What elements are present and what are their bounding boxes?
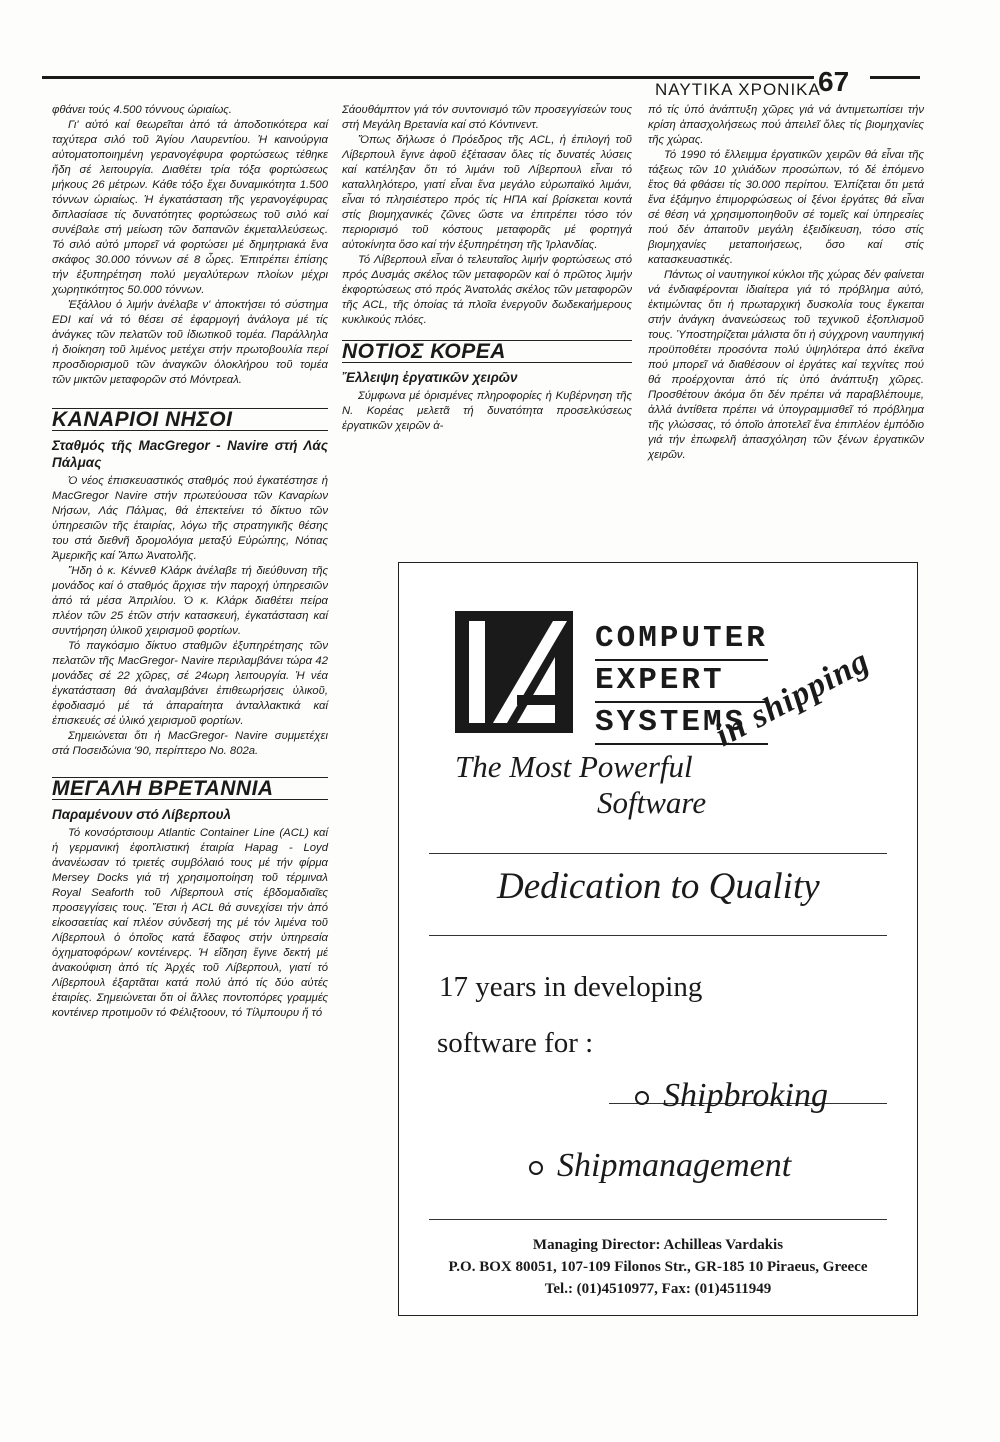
column-3 — [648, 103, 924, 463]
paragraph: Ὁ νέος ἐπισκευαστικός σταθμός πού ἐγκατέστησε ἡ MacGregor Navire στήν πρωτεύουσα τῶν Καναρίων Νήσων, Λάς Πάλμας, θά ἐπεκτείνει τό δίκτυο τῶν ὑπηρεσιῶν τῆς ἑταιρίας, λόγω τῆς στρατηγικῆς θέσης του στά διεθνῆ δρομολόγια μεταξύ Εὐρώπης, Νότιας Ἀμερικῆς καί Ἄπω Ἀνατολῆς. — [52, 475, 328, 562]
tagline-line-2: Software — [597, 785, 707, 820]
divider — [429, 1219, 887, 1220]
bullet-icon — [635, 1091, 649, 1105]
postal-address: P.O. BOX 80051, 107-109 Filonos Str., GR-185 10 Piraeus, Greece — [448, 1259, 868, 1275]
paragraph: Ἐξάλλου ὁ λιμήν ἀνέλαβε ν' ἀποκτήσει τό σύστημα EDI καί νά τό θέσει σέ ἐφαρμογή ἀνάλογα μέ τίς ἀνάγκες τῶν πελατῶν τοῦ ἰδιωτικοῦ τομέα. Παράλληλα ἡ διοίκηση τοῦ λιμένος μετέχει στήν πρωτοβουλία περί προσδιορισμοῦ τῶν ἀναγκῶν ὁλοκλήρου τοῦ τομέα τῶν μικτῶν μεταφορῶν στό Μόντρεαλ. — [52, 299, 328, 386]
paragraph: Πάντως οἱ ναυτηγικοί κύκλοι τῆς χώρας δέν φαίνεται νά ἐνδιαφέρονται ἰδιαίτερα γιά τό πρόβλημα αὐτό, ἐκτιμώντας ὅτι ἡ πρωταρχική δυσκολία τους ἔγκειται στήν ἀνάγκη ἀνανεώσεως τοῦ τεχνικοῦ ἐξοπλισμοῦ τους. Ὑποστηρίζεται μάλιστα ὅτι ἡ σύγχρονη ναυπηγική προϋποθέτει προσόντα πολύ ὑψηλότερα ἀπό ἐκεῖνα πού μπορεῖ νά διαθέσουν οἱ ἐργάτες καί τεχνίτες πού θά προέρχονται ἀπό τίς ὑπό ἀνάπτυξη χῶρες. Προσθέτουν ἀκόμα ὅτι δέν πρέπει νά παραβλέπουμε, ἀλλά ἀντίθετα πρέπει νά ὑπογραμμισθεῖ τό πρόβλημα τῆς γλώσσας, τό ὁποῖο ἀποτελεῖ ἕνα ἐπιπλέον ἐμπόδιο γιά τήν ἐπωφελῆ ἀπασχόληση τῶν ξένων ἐργατικῶν χειρῶν. — [648, 269, 924, 461]
experience-line-2: software for : — [437, 1027, 594, 1059]
article-subtitle: Ἔλλειψη ἐργατικῶν χειρῶν — [342, 370, 518, 385]
paragraph: Τό 1990 τό ἔλλειμμα ἐργατικῶν χειρῶν θά εἶναι τῆς τάξεως τῶν 10 χιλιάδων προσώπων, τό δέ ἑπόμενο ἔτος θά φθάσει τίς 30.000 περίπου. Ἐλπίζεται ὅτι μετά ἕνα ἐξάμηνο ἐπιμορφώσεως οἱ ξένοι ἐργάτες θά εἶναι σέ θέση νά χρησιμοποιηθοῦν σέ τομεῖς καί ὑπηρεσίες πού δέν ἀπαιτοῦν μεγάλη ἐξειδίκευση, τόσο στίς βιομηχανίες μεταποιήσεως, ὅσο καί στίς κατασκευαστικές. — [648, 149, 924, 266]
paragraph: Σάουθάμπτον γιά τόν συντονισμό τῶν προσεγγίσεών τους στή Μεγάλη Βρετανία καί στό Κόντινεντ. — [342, 104, 632, 131]
script-slogan: in shipping — [709, 642, 876, 755]
masthead: ΝΑΥΤΙΚΑ ΧΡΟΝΙΚΑ — [655, 80, 821, 99]
page-number: 67 — [818, 66, 850, 97]
advertisement-box — [398, 562, 918, 1316]
column-1 — [52, 103, 328, 1021]
paragraph: Τό κονσόρτσιουμ Atlantic Container Line (ACL) καί ἡ γερμανική ἐφοπλιστική ἑταιρία Hapag - Loyd ἀνανέωσαν τό τριετές συμβόλαιό τους μέ τήν φίρμα Mersey Docks γιά τή χρησιμοποίηση τοῦ τέρμιναλ Royal Seaforth τοῦ Λίβερπουλ στίς ἑβδομαδιαῖες προσεγγίσεις τους. Ἔτσι ἡ ACL θά συνεχίσει τήν ἀπό εἰκοσαετίας καί πλέον σύνδεσή της μέ τόν λιμένα τοῦ Λίβερπουλ ὁ ὁποῖος κατά ἔδαφος στήν ὑπηρεσία ὀχηματοφόρων/ κοντέινερς. Ἡ εἴδηση ἔγινε δεκτή μέ ἀνακούφιση ἀπό τίς Ἀρχές τοῦ Λίβερπουλ, γιατί τό Λίβερπουλ ἐξαρτᾶται κατά πολύ ἀπό τίς δύο αὐτές ἑταιρίες. Σημειώνεται ὅτι οἱ ἄλλες ποντοπόρες γραμμές κοντέινερ προτιμοῦν τό Φέλιξτοουν, τό Τίλμπουρυ ἤ τό — [52, 827, 328, 1019]
paragraph: Σύμφωνα μέ ὁρισμένες πληροφορίες ἡ Κυβέρνηση τῆς Ν. Κορέας μελετᾶ τή δυνατότητα προσελκύσεως ἐργατικῶν χειρῶν ἀ- — [342, 390, 632, 432]
header-rule-right — [870, 76, 920, 79]
paragraph: πό τίς ὑπό ἀνάπτυξη χῶρες γιά νά ἀντιμετωπίσει τήν κρίση ἀπασχολήσεως πού ἀπειλεῖ ὅλες τίς βιομηχανίες τῆς χώρας. — [648, 104, 924, 146]
paragraph: Ὅπως δήλωσε ὁ Πρόεδρος τῆς ACL, ἡ ἐπιλογή τοῦ Λίβερπουλ ἔγινε ἀφοῦ ἐξέτασαν ὅλες τίς δυνατές λύσεις καί κατέληξαν ὅτι τό λιμάνι τοῦ Λίβερπουλ εἶναι τό καταλληλότερο, γιατί εἶναι ἕνα μεγάλο εὐρωπαϊκό λιμάνι, εἶναι τό πλησιέστερο πρός τίς ΗΠΑ καί βρίσκεται κοντά στίς βιομηχανικές ζῶνες ὥστε να ἐπιτρέπει τόσο τόν περιορισμό τοῦ κόστους μεταφορᾶς μέ φορτηγά αὐτοκίνητα ὅσο καί τήν ἐξυπηρέτηση τῆς Ἰρλανδίας. — [342, 134, 632, 251]
tagline-line-1: The Most Powerful — [455, 749, 693, 784]
section-title-south-korea: ΝΟΤΙΟΣ ΚΟΡΕΑ — [342, 340, 632, 363]
company-logo-icon — [455, 611, 573, 733]
article-subtitle: Σταθμός τῆς MacGregor - Navire στή Λάς Πάλμας — [52, 438, 328, 470]
section-title-great-britain: ΜΕΓΑΛΗ ΒΡΕΤΑΝΝΙΑ — [52, 777, 328, 800]
paragraph: Σημειώνεται ὅτι ἡ MacGregor- Navire συμμετέχει στά Ποσειδώνια '90, περίπτερο No. 802a. — [52, 730, 328, 757]
managing-director: Managing Director: Achilleas Vardakis — [532, 1237, 784, 1253]
dedication-heading: Dedication to Quality — [497, 866, 820, 907]
article-subtitle: Παραμένουν στό Λίβερπουλ — [52, 807, 232, 822]
logo-line: EXPERT — [595, 661, 768, 703]
service-label: Shipbroking — [663, 1077, 828, 1114]
experience-line-1: 17 years in developing — [439, 971, 703, 1003]
paragraph: Γι' αὐτό καί θεωρεῖται ἀπό τά ἀποδοτικότερα καί ταχύτερα σιλό τοῦ Ἁγίου Λαυρεντίου. Ἡ καινούργια αὐτοματοποιημένη γερανογέφυρα φορτώσεως τέθηκε ἤδη σέ λειτουργία. Διαθέτει τρία τόξα φορτώσεως μήκους 26 μέτρων. Κάθε τόξο ἔχει δυναμικότητα 1.500 τόννων ὡριαίως. Ἡ ἐγκατάσταση τῆς γερανογέφυρας διπλασίασε τίς δυνατότητες φορτώσεως τοῦ σιλό καί συνέβαλε στή μείωση τῶν δαπανῶν ἐκμεταλλεύσεως. Τό σιλό αὐτό μπορεῖ νά φορτώσει μέ δημητριακά ἕνα σκάφος 30.000 τόννων σέ 8 ὧρες. Ἐπιτρέπει ἐπίσης τήν ἐξυπηρέτηση πολύ μεγαλύτερων πλοίων μέχρι χωρητικότητος 50.000 τόννων. — [52, 119, 328, 296]
logo-line: SYSTEMS — [595, 703, 768, 745]
phone-fax: Tel.: (01)4510977, Fax: (01)4511949 — [544, 1281, 772, 1297]
bullet-icon — [529, 1161, 543, 1175]
logo-line: COMPUTER — [595, 619, 768, 661]
section-title-canary-islands: ΚΑΝΑΡΙΟΙ ΝΗΣΟΙ — [52, 408, 328, 431]
paragraph: φθάνει τούς 4.500 τόννους ὡριαίως. — [52, 104, 232, 116]
paragraph: Τό παγκόσμιο δίκτυο σταθμῶν ἐξυπηρέτησης τῶν πελατῶν τῆς MacGregor- Navire περιλαμβάνει τώρα 42 μονάδες σέ 22 χῶρες, σέ 24ωρη λειτουργία. Ἡ νέα ἐγκατάσταση θά ἀναλαμβάνει ἐπιθεωρήσεις ὑλικοῦ, ἐφοδιασμό μέ τά ἀπαραίτητα ἀνταλλακτικά καί ἐπισκευές σέ ὑλικό χειρισμοῦ φορτίων. — [52, 640, 328, 727]
service-shipmanagement — [529, 1147, 791, 1185]
divider — [429, 853, 887, 854]
divider — [429, 935, 887, 936]
paragraph: Τό Λίβερπουλ εἶναι ὁ τελευταῖος λιμήν φορτώσεως στό πρός Δυσμάς σκέλος τῶν μεταφορῶν καί ὁ πρῶτος λιμήν ἐκφορτώσεως στό πρός Ἀνατολάς σκέλος τῶν μεταφορῶν τῆς ACL, τῆς ὁποίας τά πλοῖα ἐνεργοῦν δωδεκαήμερους κυκλικούς πλόες. — [342, 254, 632, 326]
service-shipbroking — [635, 1077, 828, 1115]
column-2 — [342, 103, 632, 434]
service-label: Shipmanagement — [557, 1147, 792, 1184]
header-rule-left — [42, 76, 814, 79]
paragraph: Ἤδη ὁ κ. Κέννεθ Κλάρκ ἀνέλαβε τή διεύθυνση τῆς μονάδος καί ὁ σταθμός ἄρχισε τήν παροχή ὑπηρεσιῶν ἀπό τά μέσα Ἀπριλίου. Ὁ κ. Κλάρκ διαθέτει πείρα πλέον τῶν 25 ἐτῶν στήν κατασκευή, ἐγκατάσταση καί συντήρηση ὑλικοῦ χειρισμοῦ φορτίων. — [52, 565, 328, 637]
